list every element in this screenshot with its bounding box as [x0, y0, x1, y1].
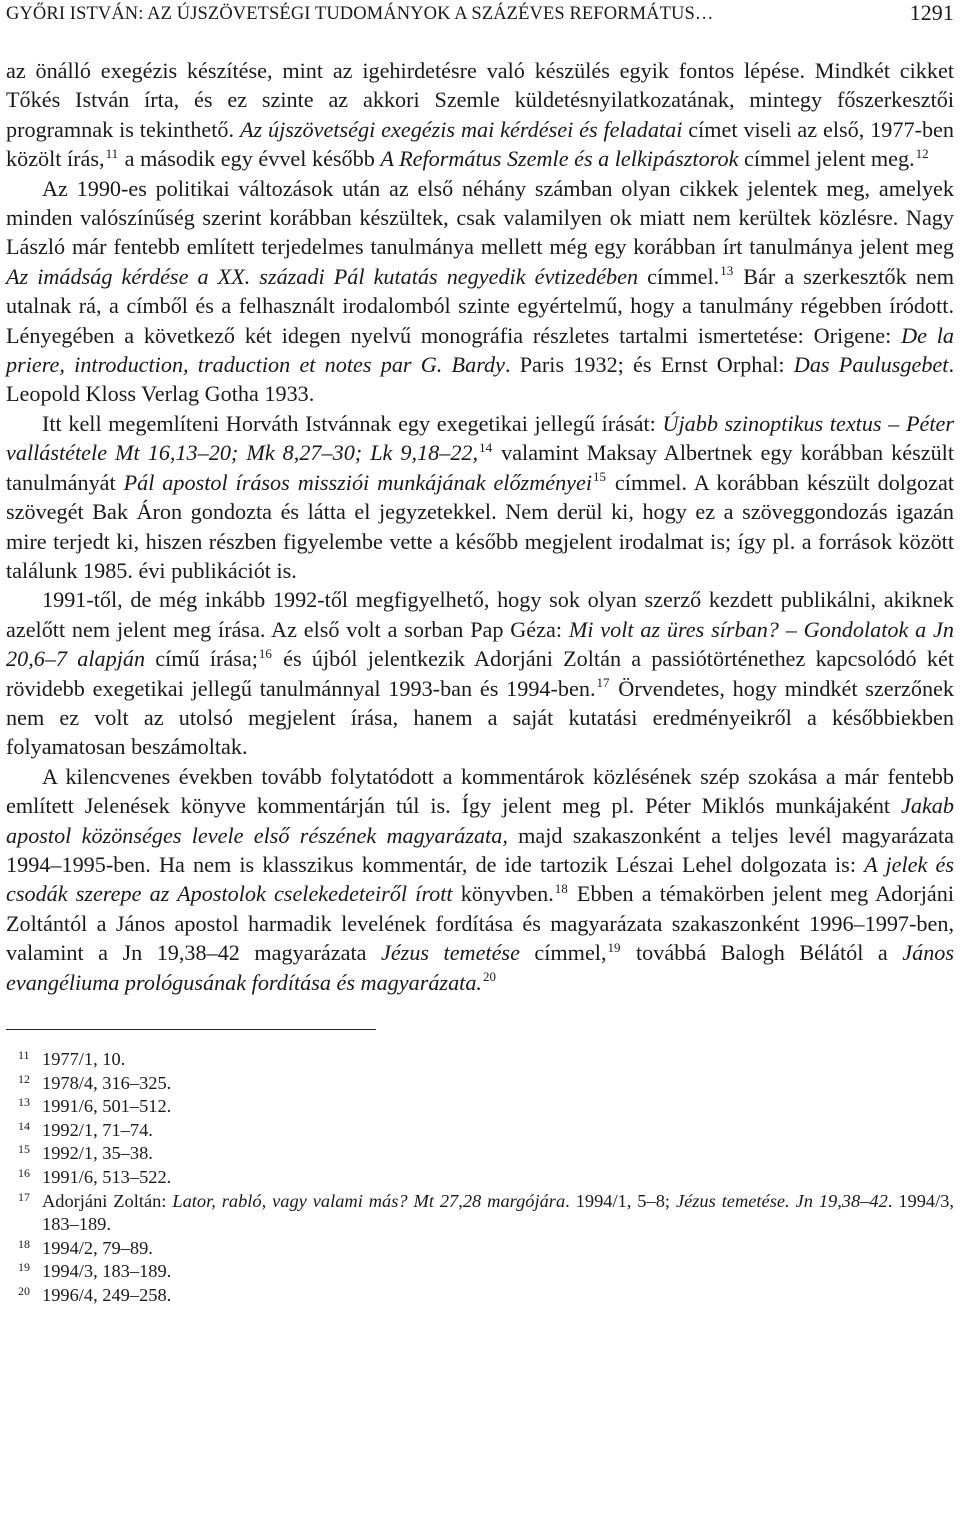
text-run: 1977/1, 10.: [42, 1049, 126, 1069]
text-run: címet viseli az első, 1977-ben közölt írás,: [6, 116, 954, 172]
footnote: [6, 1142, 954, 1166]
footnote-ref[interactable]: 17: [596, 675, 610, 691]
footnote-ref[interactable]: 19: [607, 939, 621, 955]
footnote-ref[interactable]: 16: [258, 645, 272, 661]
footnote: [6, 1072, 954, 1096]
italic-title: Jézus temetése: [380, 940, 520, 966]
text-run: Az 1990-es politikai változások után az első néhány számban olyan cikkek jelentek meg, amelyek minden valószínűség szerint korábban készültek, csak valamilyen ok miatt nem kerültek közlésre. Nagy László már fentebb említett terjedelmes tanulmánya mellett még egy korábban írt tanulmánya jelent meg: [6, 175, 954, 260]
page-number: 1291: [909, 0, 954, 25]
italic-title: Das Paulusgebet: [793, 352, 949, 378]
footnote-number: 14: [18, 1118, 30, 1133]
text-run: . 1994/3, 183–189.: [42, 1190, 955, 1235]
italic-title: De la priere, introduction, traduction et notes par G. Bardy: [6, 322, 954, 378]
footnote-ref[interactable]: 15: [593, 469, 607, 485]
text-run: 1991-től, de még inkább 1992-től megfigyelhető, hogy sok olyan szerző kezdett publikálni, akiknek azelőtt nem jelent meg írása. Az első volt a sorban Pap Géza:: [6, 587, 954, 642]
footnote-number: 20: [18, 1283, 30, 1298]
footnote-number: 13: [18, 1095, 30, 1110]
text-run: Adorjáni Zoltán:: [42, 1190, 173, 1211]
text-run: továbbá Balogh Bélától a: [621, 940, 903, 966]
footnote-number: 18: [18, 1236, 30, 1251]
paragraph: [6, 409, 954, 585]
footnote-ref[interactable]: 13: [720, 263, 734, 279]
paragraph: [6, 585, 954, 761]
text-run: a második egy évvel később: [119, 146, 381, 172]
running-head: [6, 0, 954, 42]
footnote: [6, 1260, 954, 1284]
paragraph: [6, 762, 954, 997]
text-run: Ebben a témakörben jelent meg Adorjáni Zoltántól a János apostol harmadik levelének fordítása és magyarázata szakaszonként 1996–1997-ben, valamint a Jn 19,38–42 magyarázata: [6, 881, 955, 966]
text-run: 1996/4, 249–258.: [42, 1284, 172, 1305]
footnote: [6, 1166, 954, 1190]
text-run: . Leopold Kloss Verlag Gotha 1933.: [6, 352, 954, 407]
footnote-number: 19: [18, 1260, 30, 1275]
text-run: 1992/1, 71–74.: [42, 1119, 153, 1140]
footnote: [6, 1095, 954, 1119]
italic-title: Jézus temetése. Jn 19,38–42: [675, 1190, 888, 1211]
text-run: A kilencvenes években tovább folytatódott a kommentárok közlésének szép szokása a már fentebb említett Jelenések könyve kommentárján túl is. Így jelent meg pl. Péter Miklós munkájaként: [6, 763, 954, 819]
running-head-title: GYŐRI ISTVÁN: AZ ÚJSZÖVETSÉGI TUDOMÁNYOK A SZÁZÉVES REFORMÁTUS…: [6, 4, 714, 24]
footnote-number: 11: [18, 1048, 30, 1062]
footnote-number: 12: [18, 1071, 30, 1086]
italic-title: Jakab apostol közönséges levele első részének magyarázata,: [6, 793, 954, 848]
footnote-number: 16: [18, 1165, 30, 1180]
footnote-ref[interactable]: 11: [105, 145, 119, 161]
italic-title: Pál apostol írásos missziói munkájának előzményei: [123, 469, 593, 495]
italic-title: Az imádság kérdése a XX. századi Pál kutatás negyedik évtizedében: [6, 263, 639, 289]
footnote-number: 17: [18, 1189, 30, 1204]
text-run: majd szakaszonként a teljes levél magyarázata 1994–1995-ben. Ha nem is klasszikus kommentár, de ide tartozik Lészai Lehel dolgozata is:: [6, 822, 954, 877]
footnote: [6, 1119, 954, 1143]
italic-title: A Református Szemle és a lelkipásztorok: [380, 146, 739, 172]
footnote-ref[interactable]: 20: [482, 969, 496, 985]
italic-title: Mi volt az üres sírban? – Gondolatok a Jn 20,6–7 alapján: [6, 616, 954, 672]
text-run: 1978/4, 316–325.: [42, 1072, 172, 1093]
text-run: az önálló exegézis készítése, mint az igehirdetésre való készülés egyik fontos lépése. Mindkét cikket Tőkés István írta, és ez szinte az akkori Szemle küldetésnyilatkozatának, mintegy főszerkesztői programnak is tekinthető.: [6, 58, 954, 142]
text-run: 1991/6, 501–512.: [42, 1096, 172, 1117]
text-run: címmel.: [638, 263, 720, 289]
italic-title: Újabb szinoptikus textus – Péter vallástétele Mt 16,13–20; Mk 8,27–30; Lk 9,18–22,: [6, 410, 954, 466]
footnote: [6, 1048, 954, 1072]
text-run: címmel jelent meg.: [738, 146, 915, 172]
footnote: [6, 1237, 954, 1261]
italic-title: A jelek és csodák szerepe az Apostolok cselekedeteiről írott: [6, 851, 954, 907]
footnotes: [6, 1048, 954, 1308]
italic-title: Lator, rabló, vagy valami más? Mt 27,28 margójára: [172, 1190, 566, 1211]
paragraph: [6, 174, 954, 409]
text-run: című írása;: [145, 646, 258, 672]
italic-title: János evangéliuma prológusának fordítása és magyarázata.: [6, 940, 955, 995]
italic-title: Az újszövetségi exegézis mai kérdései és feladatai: [239, 116, 683, 142]
footnote: [6, 1190, 954, 1237]
text-run: 1992/1, 35–38.: [42, 1143, 153, 1164]
document-page: [6, 0, 954, 1308]
footnote-separator: [6, 1029, 376, 1030]
text-run: . Paris 1932; és Ernst Orphal:: [504, 352, 794, 378]
text-run: 1994/3, 183–189.: [42, 1261, 172, 1282]
text-run: és újból jelentkezik Adorjáni Zoltán a passiótörténethez kapcsolódó két rövidebb exegetikai jellegű tanulmánnyal 1993-ban és 1994-ben.: [6, 646, 954, 701]
footnote: [6, 1284, 954, 1308]
footnote-number: 15: [18, 1142, 30, 1157]
footnote-ref[interactable]: 12: [915, 145, 929, 161]
text-run: címmel,: [519, 940, 607, 966]
text-run: . 1994/1, 5–8;: [565, 1190, 676, 1211]
text-run: címmel. A korábban készült dolgozat szövegét Bak Áron gondozta és látta el jegyzetekkel. Nem derül ki, hogy ez a szöveggondozás igazán mire terjedt ki, hiszen részben figyelembe vette a később megjelent irodalmat is; így pl. a források között találunk 1985. évi publikációt is.: [6, 469, 955, 583]
text-run: 1991/6, 513–522.: [42, 1166, 172, 1187]
footnote-ref[interactable]: 18: [554, 880, 568, 896]
body-text: [6, 56, 954, 997]
text-run: Bár a szerkesztők nem utalnak rá, a címből és a felhasznált irodalomból szinte egyértelmű, hogy a tanulmány régebben íródott. Lényegében a következő két idegen nyelvű monográfia részletes tartalmi ismertetése: Origene:: [6, 263, 954, 348]
text-run: könyvben.: [452, 881, 554, 907]
paragraph: [6, 56, 954, 174]
text-run: Itt kell megemlíteni Horváth Istvánnak egy exegetikai jellegű írását:: [42, 410, 663, 436]
footnote-ref[interactable]: 14: [479, 439, 493, 455]
text-run: valamint Maksay Albertnek egy korábban készült tanulmányát: [6, 440, 955, 495]
text-run: 1994/2, 79–89.: [42, 1237, 153, 1258]
text-run: Örvendetes, hogy mindkét szerzőnek nem ez volt az utolsó megjelent írása, hanem a saját kutatási eredményeikről a későbbiekben folyamatosan beszámoltak.: [6, 675, 954, 760]
